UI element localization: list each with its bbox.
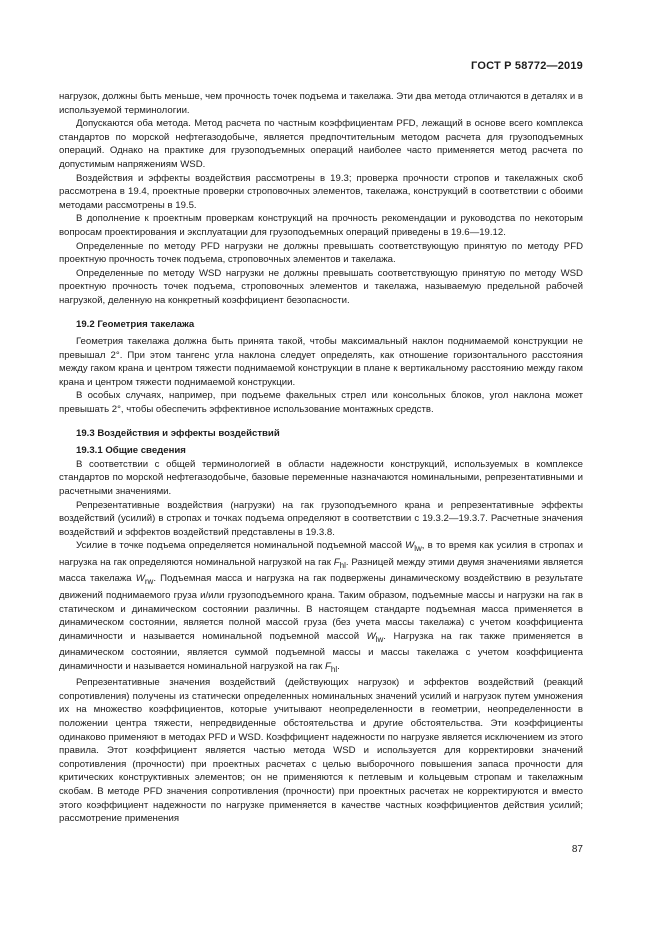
symbol: F [333, 556, 340, 568]
text-run: . Нагрузка на гак также применяется в динамическом состоянии, является суммой подъемной массы и массы такелажа с учетом коэффициента динамичности и называется номинальной нагрузкой на гак [59, 630, 583, 672]
symbol-subscript: hl [339, 560, 346, 570]
paragraph: нагрузок, должны быть меньше, чем прочность точек подъема и такелажа. Эти два метода отличаются в деталях и в используемой терминологии. [59, 91, 583, 116]
paragraph: В дополнение к проектным проверкам конструкций на прочность рекомендации и руководства по некоторым вопросам проектирования и эксплуатации для грузоподъемных операций приведены в 19.6—19.12. [59, 213, 583, 238]
text-run: . [337, 660, 340, 672]
paragraph: Допускаются оба метода. Метод расчета по частным коэффициентам PFD, лежащий в основе всего комплекса стандартов по морской нефтегазодобыче, является предпочтительным методом расчета для грузоподъемных операций. Однако на практике для грузоподъемных операций наиболее часто применяется метод расчета по допустимым напряжениям WSD. [59, 118, 583, 170]
section-heading: 19.2 Геометрия такелажа [76, 318, 195, 330]
paragraph [59, 539, 583, 676]
paragraph: Геометрия такелажа должна быть принята такой, чтобы максимальный наклон поднимаемой конструкции не превышал 2°. При этом тангенс угла наклона следует определять, как отношение горизонтального расстояния между гаком крана и центром тяжести поднимаемой конструкции в плане к вертикальному расстоянию между гаком крана и центром тяжести поднимаемой конструкции. [59, 336, 583, 388]
paragraph: В соответствии с общей терминологией в области надежности конструкций, используемых в комплексе стандартов по морской нефтегазодобыче, базовые переменные назначаются номинальными, репрезентативными и расчетными значениями. [59, 458, 583, 498]
symbol: W [135, 573, 145, 585]
text-run: . Подъемная масса и нагрузка на гак подвержены динамическому воздействию в результате движений поднимаемого груза и/или грузоподъемного крана. Таким образом, подъемные массы и нагрузки на гак в статическом и динамическом состоянии различны. В настоящем стандарте подъемная масса применяется в динамическом состоянии, является полной массой груза (без учета массы такелажа) с учетом коэффициента динамичности и называется номинальной подъемной массой [59, 573, 583, 642]
text-run: . Разницей между этими двумя значениями является масса такелажа [59, 556, 584, 585]
subsection-heading: 19.3.1 Общие сведения [76, 445, 186, 457]
document-id: ГОСТ Р 58772—2019 [471, 60, 583, 72]
symbol: W [366, 630, 376, 642]
text-run: Усилие в точке подъема определяется номинальной подъемной массой [76, 540, 406, 552]
text-run: , в то время как усилия в стропах и нагрузка на гак определяются номинальной нагрузкой на гак [59, 540, 583, 568]
paragraph: Воздействия и эффекты воздействия рассмотрены в 19.3; проверка прочности стропов и такелажных скоб рассмотрена в 19.4, проектные проверки строповочных элементов, такелажа, конструкций в соответствии с обоими методами рассмотрены в 19.5. [59, 172, 583, 211]
symbol: F [325, 660, 331, 672]
body-text [59, 90, 583, 826]
symbol-subscript: lw [414, 544, 422, 554]
paragraph: Определенные по методу PFD нагрузки не должны превышать соответствующую принятую по методу PFD проектную прочность точек подъема, строповочных элементов и такелажа. [59, 240, 583, 266]
section-heading: 19.3 Воздействия и эффекты воздействий [76, 427, 280, 439]
symbol-subscript: rw [144, 577, 154, 587]
paragraph: Определенные по методу WSD нагрузки не должны превышать соответствующую принятую по методу WSD проектную прочность точек подъема, строповочных элементов и такелажа, называемую предельной рабочей нагрузкой, деленную на конкретный коэффициент безопасности. [59, 267, 583, 306]
symbol-subscript: lw [375, 634, 384, 644]
paragraph: Репрезентативные воздействия (нагрузки) на гак грузоподъемного крана и репрезентативные эффекты воздействий (усилий) в стропах и точках подъема определяют в соответствии с 19.3.2—19.3.7. Расчетные значения воздействий и эффектов воздействий представлены в 19.3.8. [59, 499, 583, 538]
page-number: 87 [571, 844, 583, 855]
symbol-subscript: hl [330, 664, 338, 674]
paragraph: В особых случаях, например, при подъеме факельных стрел или консольных блоков, угол наклона может превышать 2°, чтобы обеспечить эффективное использование монтажных средств. [59, 390, 583, 416]
paragraph: Репрезентативные значения воздействий (действующих нагрузок) и эффектов воздействий (реакций сопротивления) получены из статически определенных номинальных значений усилий и нагрузок путем умножения их на множество коэффициентов, которые учитывают неопределенности в геометрии, неопределенности в положении центра тяжести, непредвиденные обстоятельства и другие обстоятельства. Эти коэффициенты одинаково применяют в методах PFD и WSD. Коэффициент надежности по нагрузке является исключением из этого правила. Этот коэффициент является частью метода WSD и используется для корректировки значений сопротивления (прочности) при проектных расчетах с целью выборочного повышения запаса прочности для критических конструктивных элементов; он не применяются к петлевым и кольцевым стропам и такелажным скобам. В методе PFD значения сопротивления (прочности) при проектных расчетах не корректируются и вместо этого коэффициент надежности по нагрузке применяется в качестве частных коэффициентов действия усилий; рассмотрение применения [59, 677, 583, 825]
symbol: W [405, 540, 415, 552]
